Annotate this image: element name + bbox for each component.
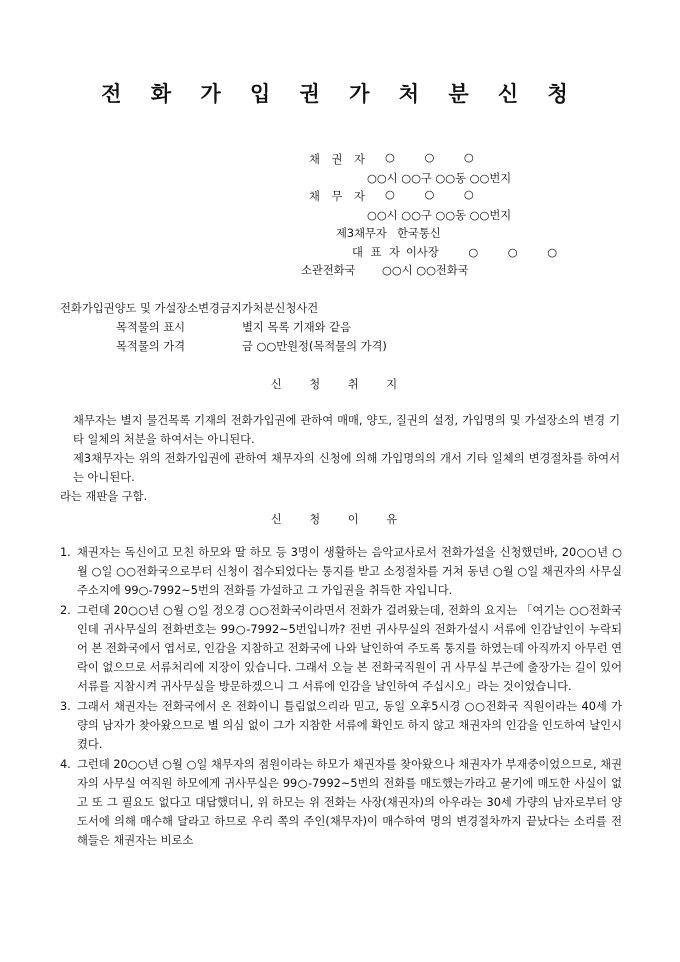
object-value: 별지 목록 기재와 같음 [242, 321, 351, 334]
reason-text: 채권자는 독신이고 모친 하모와 딸 하모 등 3명이 생활하는 음악교사로서 전화가설을 신청했던바, 20○○년 ○월 ○일 ○○전화국으로부터 신청이 접수되었다는 통지를 받고 소정절차를 거쳐 동년 ○월 ○일 채권자의 사무실 주소지에 99○-7992~5번의 전화를 가설하고 그 가입권을 취득한 자입니다. [77, 546, 622, 597]
reason-number: 1. [60, 546, 71, 559]
reason-number: 3. [60, 700, 71, 713]
office-name: ○○시 ○○전화국 [382, 264, 469, 277]
price-label: 목적물의 가격 [116, 340, 186, 353]
third-debtor-name: 한국통신 [397, 227, 441, 240]
creditor-address: ○○시 ○○구 ○○동 ○○번지 [367, 172, 512, 185]
object-label: 목적물의 표시 [116, 321, 186, 334]
debtor-name: ○ ○ ○ [385, 188, 474, 201]
reason-text: 그래서 채권자는 전화국에서 온 전화이니 틀림없으리라 믿고, 동일 오후5시경 ○○전화국 직원이라는 40세 가량의 남자가 찾아왔으므로 별 의심 없이 그가 지참한 서류에 확인도 하지 않고 채권자의 인감을 인도하여 날인시켰다. [77, 700, 622, 751]
reason-number: 2. [60, 604, 71, 617]
purpose-heading: 신 청 취 지 [270, 378, 410, 391]
reason-text: 그런데 20○○년 ○월 ○일 채무자의 점원이라는 하모가 채권자를 찾아왔으나 채권자가 부재중이었으므로, 채권자의 사무실 여직원 하모에게 귀사무실은 99○-7992~5번의 전화를 매도했는가라고 묻기에 매도한 사실이 없고 또 그 필요도 없다고 대답했더니, 위 하모는 위 전화는 사장(채권자)의 아우라는 30세 가량의 남자로부터 양도서에 의해 매수해 달라고 하므로 우리 쪽의 주인(채무자)이 매수하여 명의 변경절차까지 끝났다는 소리를 전해들은 채권자는 비로소 [77, 758, 622, 847]
reason-text: 그런데 20○○년 ○월 ○일 정오경 ○○전화국이라면서 전화가 걸려왔는데, 전화의 요지는 「여기는 ○○전화국인데 귀사무실의 전화번호는 99○-7992~5번입니까? 전번 귀사무실의 전화가설시 서류에 인감날인이 누락되어 본 전화국에서 엽서로, 인감을 지참하고 전화국에 나와 날인하여 주도록 통지를 하였는데 아직까지 아무런 연락이 없으므로 서류처리에 지장이 있습니다. 그래서 오늘 본 전화국직원이 귀 사무실 부근에 출장가는 길이 있어 서류를 지참시켜 귀사무실을 방문하겠으니 그 서류에 인감을 날인하여 주십시오」라는 것이었습니다. [77, 604, 622, 693]
reason-item [60, 543, 622, 600]
debtor-label: 채 무 자 [309, 190, 369, 203]
purpose-paragraph-2: 제3채무자는 위의 전화가입권에 관하여 채무자의 신청에 의해 가입명의의 개서 기타 일체의 변경절차를 하여서는 아니된다. [73, 452, 620, 484]
document-title: 전 화 가 입 권 가 처 분 신 청 [101, 81, 579, 106]
third-debtor-label: 제3채무자 [336, 227, 387, 240]
office-label: 소관전화국 [301, 264, 356, 277]
purpose-paragraph-1: 채무자는 별지 물건목록 기재의 전화가입권에 관하여 매매, 양도, 질권의 설정, 가입명의 및 가설장소의 변경 기타 일체의 처분을 하여서는 아니된다. [73, 414, 620, 446]
representative-label: 대 표 자 [352, 246, 402, 259]
representative-name: 이사장 ○ ○ ○ [406, 246, 558, 259]
purpose-section [60, 411, 620, 506]
debtor-address: ○○시 ○○구 ○○동 ○○번지 [367, 209, 512, 222]
reason-number: 4. [60, 758, 71, 771]
price-value: 금 ○○만원정(목적물의 가격) [242, 340, 387, 353]
case-name: 전화가입권양도 및 가설장소변경금지가처분신청사건 [60, 302, 319, 315]
reason-item [60, 755, 622, 850]
creditor-label: 채 권 자 [309, 153, 369, 166]
creditor-name: ○ ○ ○ [385, 151, 474, 164]
reasons-list [60, 543, 622, 851]
purpose-closing: 라는 재판을 구함. [60, 490, 148, 503]
reason-item [60, 601, 622, 696]
reasons-heading: 신 청 이 유 [270, 513, 410, 526]
reason-item [60, 697, 622, 754]
